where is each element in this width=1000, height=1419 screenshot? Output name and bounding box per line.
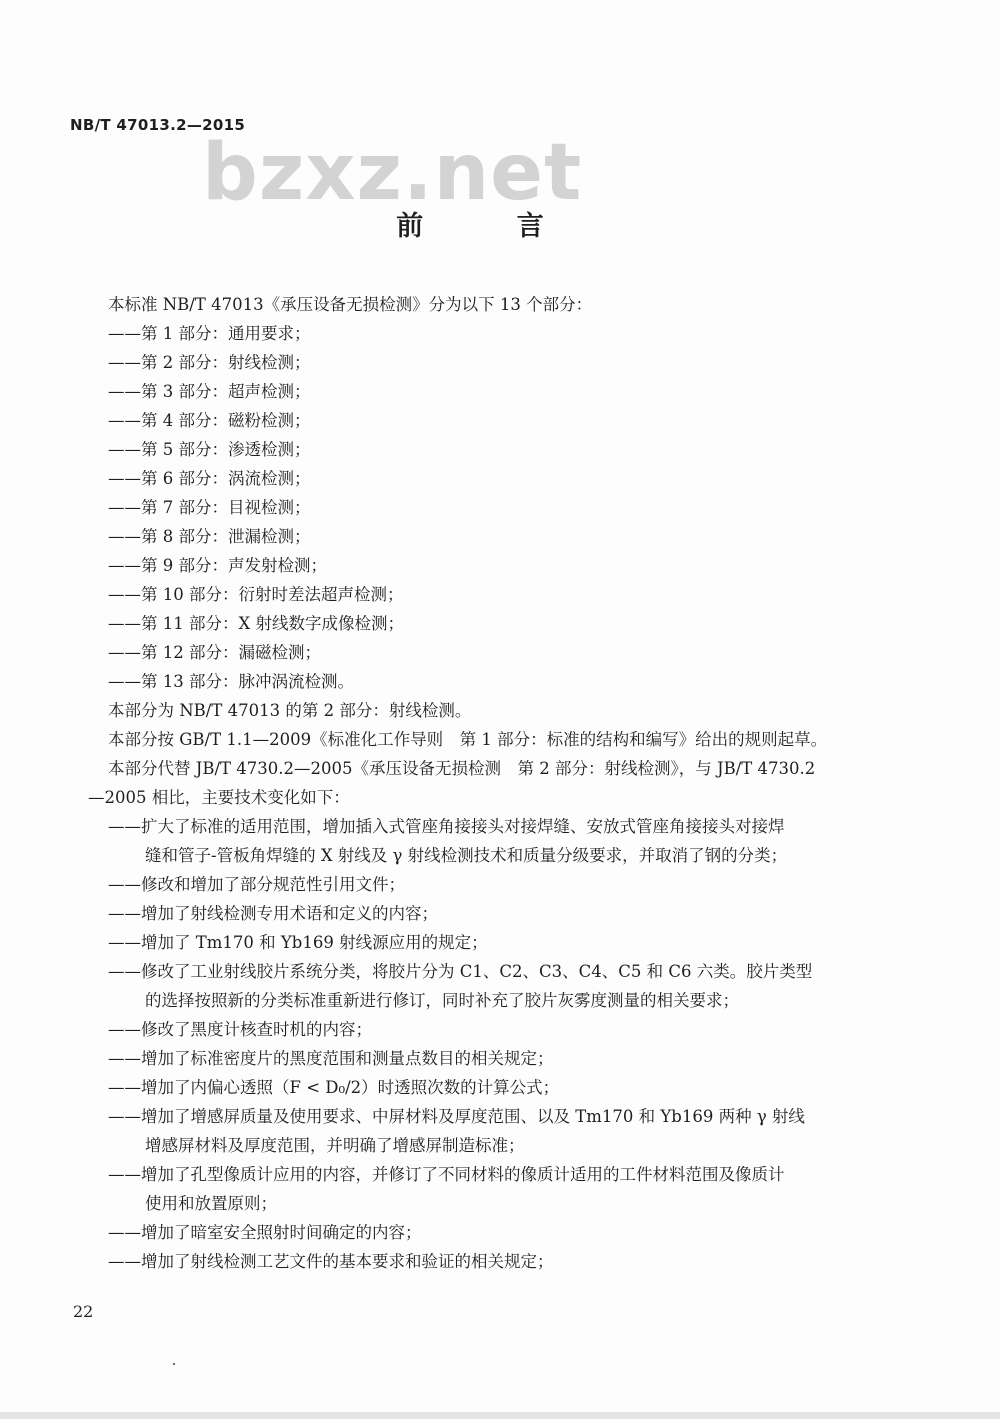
page-number: 22 xyxy=(73,1302,94,1321)
part-item: ——第 13 部分：脉冲涡流检测。 xyxy=(108,672,354,691)
watermark: bzxz.net xyxy=(202,128,583,218)
statement-part-scope: 本部分为 NB/T 47013 的第 2 部分：射线检测。 xyxy=(108,701,472,720)
change-item: ——增加了标准密度片的黑度范围和测量点数目的相关规定； xyxy=(108,1049,554,1068)
change-item-cont: 增感屏材料及厚度范围，并明确了增感屏制造标准； xyxy=(145,1136,525,1155)
change-item: ——增加了增感屏质量及使用要求、中屏材料及厚度范围、以及 Tm170 和 Yb169 两种 γ 射线 xyxy=(108,1107,805,1126)
part-item: ——第 1 部分：通用要求； xyxy=(108,324,311,343)
part-item: ——第 7 部分：目视检测； xyxy=(108,498,311,517)
page-bottom-edge xyxy=(0,1412,1000,1419)
part-item: ——第 5 部分：渗透检测； xyxy=(108,440,311,459)
change-item: ——修改和增加了部分规范性引用文件； xyxy=(108,875,405,894)
part-item: ——第 9 部分：声发射检测； xyxy=(108,556,327,575)
statement-replacement-cont: —2005 相比，主要技术变化如下： xyxy=(88,788,350,807)
change-item: ——修改了黑度计核查时机的内容； xyxy=(108,1020,372,1039)
statement-drafting-rules: 本部分按 GB/T 1.1—2009《标准化工作导则 第 1 部分：标准的结构和编写》给出的规则起草。 xyxy=(108,730,828,749)
part-item: ——第 12 部分：漏磁检测； xyxy=(108,643,321,662)
part-item: ——第 3 部分：超声检测； xyxy=(108,382,311,401)
change-item-cont: 使用和放置原则； xyxy=(145,1194,277,1213)
change-item: ——修改了工业射线胶片系统分类，将胶片分为 C1、C2、C3、C4、C5 和 C6 六类。胶片类型 xyxy=(108,962,813,981)
standard-code: NB/T 47013.2—2015 xyxy=(70,116,246,134)
change-item-cont: 缝和管子-管板角焊缝的 X 射线及 γ 射线检测技术和质量分级要求，并取消了钢的分类； xyxy=(145,846,788,865)
change-item: ——增加了孔型像质计应用的内容，并修订了不同材料的像质计适用的工件材料范围及像质计 xyxy=(108,1165,785,1184)
part-item: ——第 6 部分：涡流检测； xyxy=(108,469,311,488)
change-item: ——增加了射线检测专用术语和定义的内容； xyxy=(108,904,438,923)
preface-body xyxy=(88,290,888,1276)
change-item: ——增加了 Tm170 和 Yb169 射线源应用的规定； xyxy=(108,933,488,952)
change-item: ——扩大了标准的适用范围，增加插入式管座角接接头对接焊缝、安放式管座角接接头对接焊 xyxy=(108,817,785,836)
intro-paragraph: 本标准 NB/T 47013《承压设备无损检测》分为以下 13 个部分： xyxy=(108,295,593,314)
change-item: ——增加了暗室安全照射时间确定的内容； xyxy=(108,1223,422,1242)
change-item: ——增加了内偏心透照（F < D₀/2）时透照次数的计算公式； xyxy=(108,1078,560,1097)
part-item: ——第 2 部分：射线检测； xyxy=(108,353,311,372)
page-title: 前 言 xyxy=(396,211,586,242)
part-item: ——第 8 部分：泄漏检测； xyxy=(108,527,311,546)
change-item: ——增加了射线检测工艺文件的基本要求和验证的相关规定； xyxy=(108,1252,554,1271)
part-item: ——第 10 部分：衍射时差法超声检测； xyxy=(108,585,404,604)
scan-speck xyxy=(173,1363,175,1365)
part-item: ——第 4 部分：磁粉检测； xyxy=(108,411,311,430)
part-item: ——第 11 部分：X 射线数字成像检测； xyxy=(108,614,404,633)
change-item-cont: 的选择按照新的分类标准重新进行修订，同时补充了胶片灰雾度测量的相关要求； xyxy=(145,991,739,1010)
statement-replacement: 本部分代替 JB/T 4730.2—2005《承压设备无损检测 第 2 部分：射线检测》，与 JB/T 4730.2 xyxy=(108,759,816,778)
